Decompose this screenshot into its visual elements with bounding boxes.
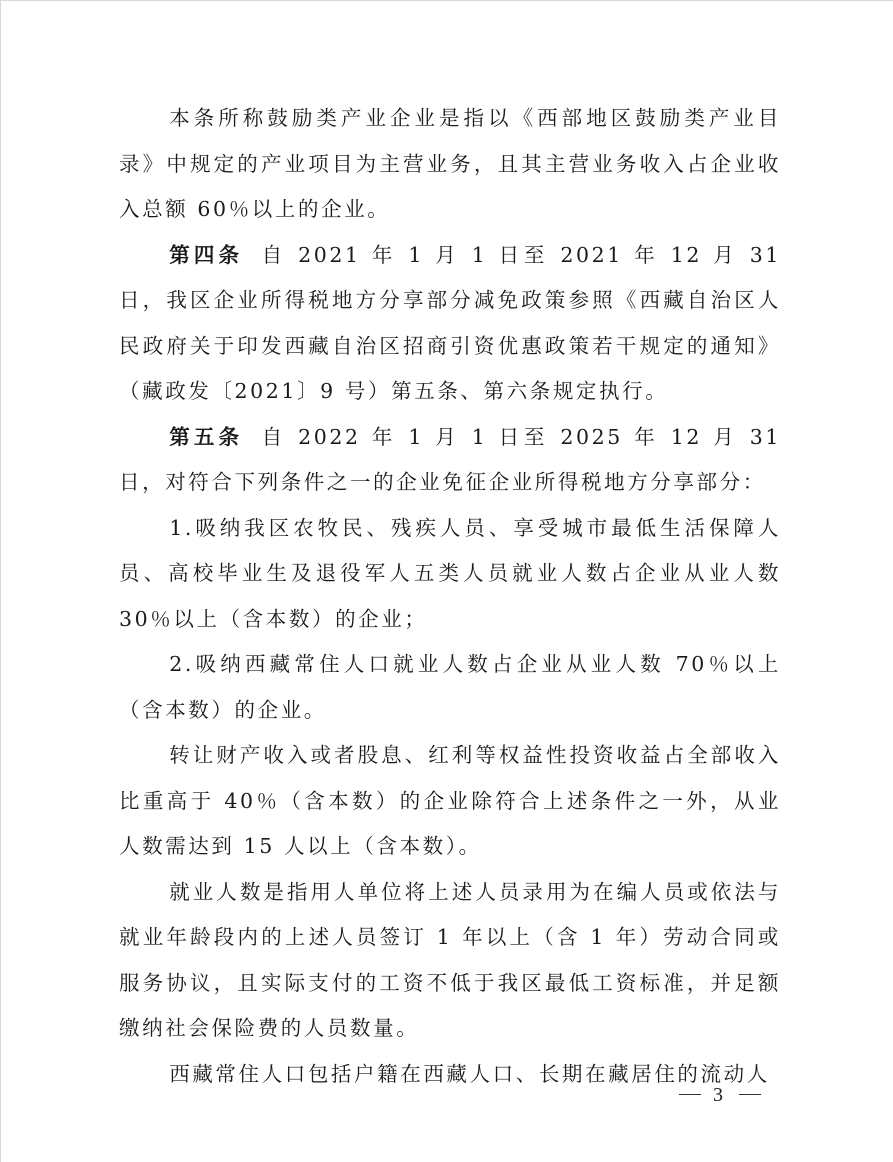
article-heading: 第四条: [169, 242, 244, 267]
paragraph-text: 2.吸纳西藏常住人口就业人数占企业从业人数 70％以上（含本数）的企业。: [119, 652, 781, 722]
article-heading: 第五条: [169, 424, 244, 449]
paragraph-text: 就业人数是指用人单位将上述人员录用为在编人员或依法与就业年龄段内的上述人员签订 1 年以上（含 1 年）劳动合同或服务协议，且实际支付的工资不低于我区最低工资标准，并足额缴纳社会保险费的人员数量。: [119, 879, 781, 1040]
paragraph-article-4: [119, 233, 781, 415]
paragraph-condition-2: [119, 642, 781, 733]
paragraph-condition-1: [119, 506, 781, 643]
footer-dash-right: [739, 1094, 761, 1095]
document-body: [119, 96, 781, 1097]
page-number: 3: [713, 1084, 723, 1106]
paragraph-encouraged-industry-definition: [119, 96, 781, 233]
page-footer: [1, 1077, 893, 1113]
paragraph-text: 西藏常住人口包括户籍在西藏人口、长期在藏居住的流动人: [169, 1061, 770, 1086]
paragraph-text: 1.吸纳我区农牧民、残疾人员、享受城市最低生活保障人员、高校毕业生及退役军人五类人员就业人数占企业从业人数 30％以上（含本数）的企业；: [119, 515, 781, 631]
paragraph-investment-income-rule: [119, 733, 781, 870]
paragraph-article-5: [119, 415, 781, 506]
paragraph-employment-definition: [119, 870, 781, 1052]
paragraph-text: 自 2022 年 1 月 1 日至 2025 年 12 月 31 日，对符合下列条件之一的企业免征企业所得税地方分享部分：: [119, 424, 782, 494]
footer-dash-left: [679, 1094, 701, 1095]
paragraph-text: 转让财产收入或者股息、红利等权益性投资收益占全部收入比重高于 40％（含本数）的企业除符合上述条件之一外，从业人数需达到 15 人以上（含本数）。: [119, 743, 781, 858]
paragraph-text: 本条所称鼓励类产业企业是指以《西部地区鼓励类产业目录》中规定的产业项目为主营业务，且其主营业务收入占企业收入总额 60％以上的企业。: [119, 106, 781, 221]
paragraph-text: 自 2021 年 1 月 1 日至 2021 年 12 月 31 日，我区企业所得税地方分享部分减免政策参照《西藏自治区人民政府关于印发西藏自治区招商引资优惠政策若干规定的通知》（藏政发〔2021〕9 号）第五条、第六条规定执行。: [119, 242, 782, 403]
